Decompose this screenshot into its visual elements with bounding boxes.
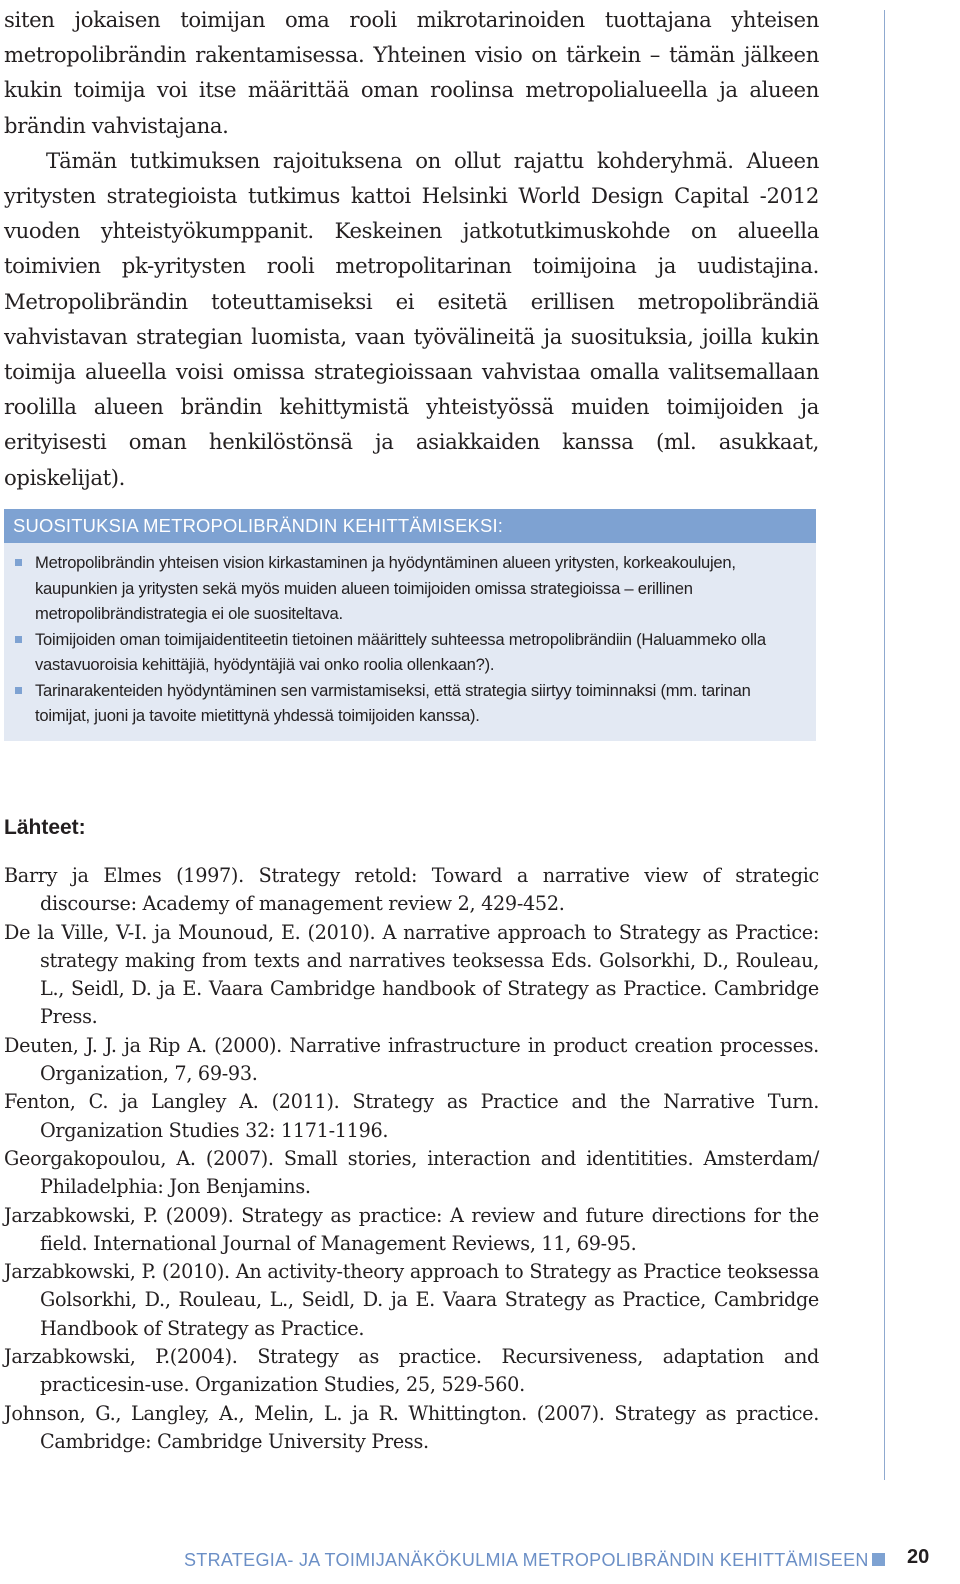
margin-rule [884, 10, 885, 1480]
square-bullet-icon [15, 687, 22, 694]
reference-entry: Jarzabkowski, P. (2009). Strategy as practice: A review and future directions for the field. International Journal of Management Reviews, 11, 69-95. [4, 1203, 819, 1255]
recommendations-title: SUOSITUKSIA METROPOLIBRÄNDIN KEHITTÄMISEKSI: [4, 509, 816, 543]
recommendations-box [4, 509, 816, 741]
page-number: 20 [907, 1546, 930, 1568]
reference-entry: Johnson, G., Langley, A., Melin, L. ja R. Whittington. (2007). Strategy as practice. Cambridge: Cambridge University Press. [4, 1401, 819, 1453]
body-paragraph: siten jokaisen toimijan oma rooli mikrotarinoiden tuottajana yhteisen metropolibrändin rakentamisessa. Yhteinen visio on tärkein – tämän jälkeen kukin toimija voi itse määrittää oman roolinsa metropolialueella ja alueen brändin vahvistajana. [4, 7, 819, 138]
reference-entry: Jarzabkowski, P.(2004). Strategy as practice. Recursiveness, adaptation and practicesin-use. Organization Studies, 25, 529-560. [4, 1345, 819, 1397]
body-paragraph: Tämän tutkimuksen rajoituksena on ollut rajattu kohderyhmä. Alueen yritysten strategioista tutkimus kattoi Helsinki World Design Capital -2012 vuoden yhteistyökumppanit. Keskeinen jatkotutkimuskohde on alueella toimivien pk-yritysten rooli metropolitarinan toimijoina ja uudistajina. Metropolibrändin toteuttamiseksi ei esitetä erillisen metropolibrändiä vahvistavan strategian luomista, vaan työvälineitä ja suosituksia, joilla kukin toimija alueella voisi omissa strategioissaan vahvistaa omalla valitsemallaan roolilla alueen brändin kehittymistä yhteistyössä muiden toimijoiden ja erityisesti oman henkilöstönsä ja asiakkaiden kanssa (ml. asukkaat, opiskelijat). [4, 147, 819, 490]
recommendation-item [13, 627, 806, 678]
recommendation-item [13, 550, 806, 627]
reference-entry: Barry ja Elmes (1997). Strategy retold: Toward a narrative view of strategic discourse: Academy of management review 2, 429-452. [4, 864, 819, 916]
reference-entry: Fenton, C. ja Langley A. (2011). Strategy as Practice and the Narrative Turn. Organization Studies 32: 1171-1196. [4, 1090, 819, 1142]
square-bullet-icon [15, 559, 22, 566]
recommendation-item [13, 678, 806, 729]
reference-entry: Georgakopoulou, A. (2007). Small stories, interaction and identitities. Amsterdam/ Philadelphia: Jon Benjamins. [4, 1146, 819, 1199]
references-list [4, 862, 819, 1456]
body-text [4, 2, 819, 495]
reference-entry: De la Ville, V-I. ja Mounoud, E. (2010). A narrative approach to Strategy as Practice: strategy making from texts and narratives teoksessa Eds. Golsorkhi, D., Rouleau, L., Seidl, D. ja E. Vaara Cambridge handbook of Strategy as Practice. Cambridge Press. [4, 920, 819, 1029]
references-heading: Lähteet: [4, 816, 86, 839]
reference-entry: Jarzabkowski, P. (2010). An activity-theory approach to Strategy as Practice teoksessa Golsorkhi, D., Rouleau, L., Seidl, D. ja E. Vaara Strategy as Practice, Cambridge Handbook of Strategy as Practice. [4, 1260, 819, 1340]
recommendation-text: Toimijoiden oman toimijaidentiteetin tietoinen määrittely suhteessa metropolibrändiin (Haluammeko olla vastavuoroisia kehittäjiä, hyödyntäjiä vai onko roolia ollenkaan?). [35, 629, 766, 674]
recommendation-text: Metropolibrändin yhteisen vision kirkastaminen ja hyödyntäminen alueen yritysten, korkeakoulujen, kaupunkien ja yritysten sekä myös muiden alueen toimijoiden omissa strategioissa – erillinen metropolibrändistrategia ei ole suositeltava. [35, 553, 736, 623]
recommendation-text: Tarinarakenteiden hyödyntäminen sen varmistamiseksi, että strategia siirtyy toiminnaksi (mm. tarinan toimijat, juoni ja tavoite mietittynä yhdessä toimijoiden kanssa). [35, 680, 751, 725]
reference-entry: Deuten, J. J. ja Rip A. (2000). Narrative infrastructure in product creation processes. Organization, 7, 69-93. [4, 1033, 819, 1086]
footer-square-icon [872, 1553, 885, 1566]
recommendations-list [4, 543, 816, 729]
running-footer-title: STRATEGIA- JA TOIMIJANÄKÖKULMIA METROPOLIBRÄNDIN KEHITTÄMISEEN [184, 1550, 869, 1570]
square-bullet-icon [15, 636, 22, 643]
